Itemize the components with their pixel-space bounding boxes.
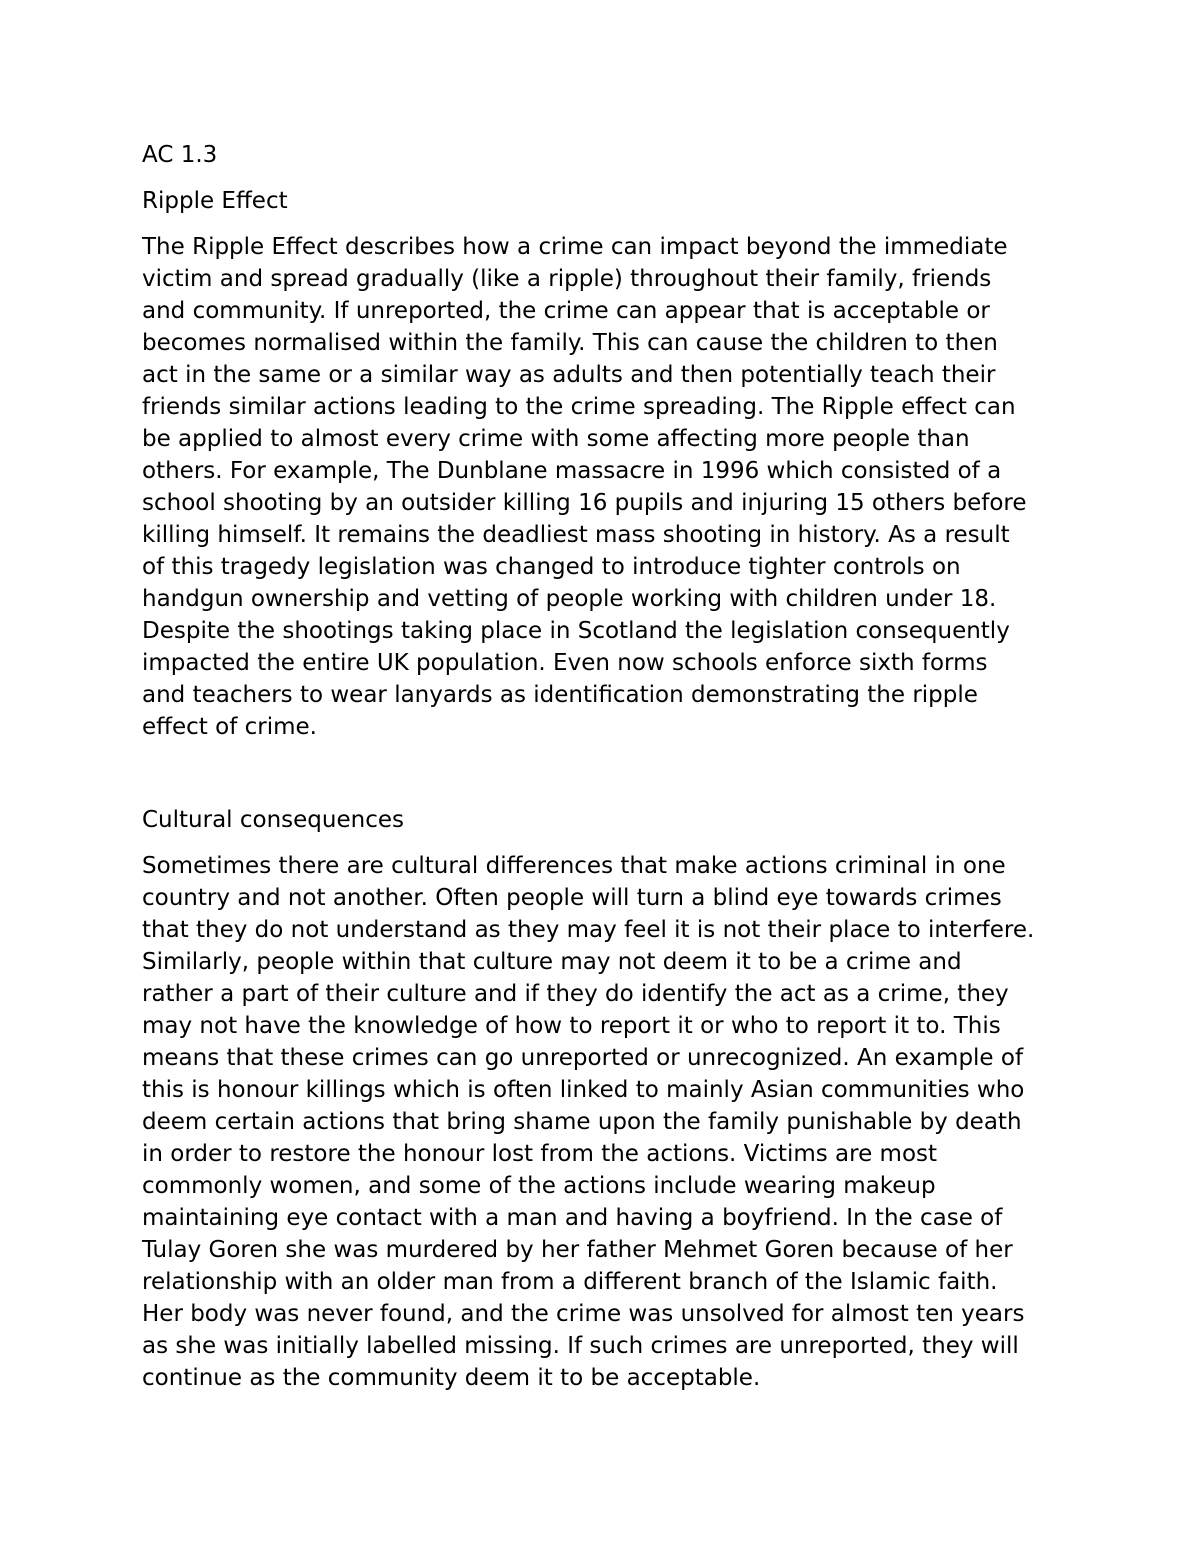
body-line: impacted the entire UK population. Even now schools enforce sixth forms [142,650,988,676]
body-line: friends similar actions leading to the crime spreading. The Ripple effect can [142,394,1016,420]
body-line: this is honour killings which is often linked to mainly Asian communities who [142,1077,1025,1103]
body-line: killing himself. It remains the deadliest mass shooting in history. As a result [142,522,1010,548]
body-line: maintaining eye contact with a man and having a boyfriend. In the case of [142,1205,1003,1231]
body-line: deem certain actions that bring shame upon the family punishable by death [142,1109,1022,1135]
section-ripple-effect [142,185,1072,743]
body-line: Tulay Goren she was murdered by her father Mehmet Goren because of her [142,1237,1013,1263]
body-line: others. For example, The Dunblane massacre in 1996 which consisted of a [142,458,1002,484]
document-content [142,139,1072,1394]
body-line: handgun ownership and vetting of people working with children under 18. [142,586,997,612]
body-line: victim and spread gradually (like a ripple) throughout their family, friends [142,266,992,292]
spacer [142,171,1072,185]
body-line: The Ripple Effect describes how a crime can impact beyond the immediate [142,234,1008,260]
body-line: Sometimes there are cultural differences that make actions criminal in one [142,853,1006,879]
section-cultural-consequences [142,804,1072,1394]
body-line: school shooting by an outsider killing 16 pupils and injuring 15 others before [142,490,1027,516]
section-heading: Ripple Effect [142,188,288,214]
body-line: becomes normalised within the family. This can cause the children to then [142,330,998,356]
body-line: and community. If unreported, the crime can appear that is acceptable or [142,298,990,324]
spacer [142,836,1072,850]
body-line: country and not another. Often people will turn a blind eye towards crimes [142,885,1002,911]
body-line: Her body was never found, and the crime was unsolved for almost ten years [142,1301,1025,1327]
body-line: act in the same or a similar way as adults and then potentially teach their [142,362,996,388]
body-line: may not have the knowledge of how to report it or who to report it to. This [142,1013,1001,1039]
section-heading: Cultural consequences [142,807,404,833]
body-line: means that these crimes can go unreported or unrecognized. An example of [142,1045,1024,1071]
section-body [142,850,1072,1394]
body-line: in order to restore the honour lost from the actions. Victims are most [142,1141,938,1167]
body-line: relationship with an older man from a different branch of the Islamic faith. [142,1269,998,1295]
body-line: be applied to almost every crime with some affecting more people than [142,426,970,452]
section-body [142,231,1072,743]
body-line: continue as the community deem it to be acceptable. [142,1365,761,1391]
body-line: that they do not understand as they may feel it is not their place to interfere. [142,917,1035,943]
body-line: rather a part of their culture and if they do identify the act as a crime, they [142,981,1009,1007]
body-line: Similarly, people within that culture may not deem it to be a crime and [142,949,962,975]
assessment-criterion-label: AC 1.3 [142,142,218,168]
body-line: of this tragedy legislation was changed to introduce tighter controls on [142,554,961,580]
body-line: effect of crime. [142,714,317,740]
body-line: Despite the shootings taking place in Scotland the legislation consequently [142,618,1010,644]
spacer [142,743,1072,804]
body-line: as she was initially labelled missing. If such crimes are unreported, they will [142,1333,1019,1359]
body-line: commonly women, and some of the actions include wearing makeup [142,1173,936,1199]
spacer [142,217,1072,231]
body-line: and teachers to wear lanyards as identification demonstrating the ripple [142,682,978,708]
